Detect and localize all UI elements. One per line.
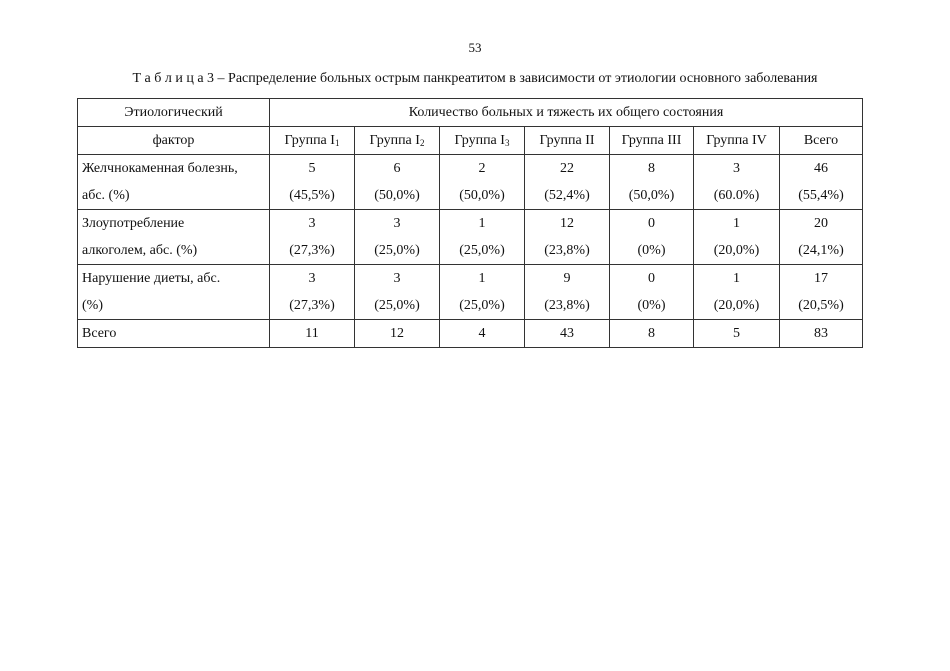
cell-count: 22 — [560, 161, 574, 176]
row-factor-line: Желчнокаменная болезнь, — [82, 161, 238, 176]
cell-percent: (52,4%) — [544, 188, 590, 203]
page-number: 53 — [468, 40, 482, 55]
table-cell — [270, 210, 355, 265]
column-header-subscript: 3 — [504, 138, 510, 148]
factor-header-line-2: фактор — [78, 127, 270, 155]
table-body — [78, 99, 863, 348]
cell-percent: (20,0%) — [713, 243, 760, 258]
column-header — [610, 127, 694, 155]
table-cell — [270, 320, 355, 348]
column-header — [270, 127, 355, 155]
group-header: Количество больных и тяжесть их общего состояния — [270, 99, 863, 127]
cell-count: 0 — [648, 271, 655, 286]
cell-count: 3 — [308, 271, 316, 286]
cell-count: 3 — [393, 216, 401, 231]
table-cell — [270, 155, 355, 210]
cell-percent: (23,8%) — [544, 298, 590, 313]
table-cell — [780, 320, 863, 348]
cell-percent: (25,0%) — [459, 243, 505, 258]
table-cell — [440, 210, 525, 265]
table-cell — [780, 265, 863, 320]
cell-percent: (0%) — [637, 298, 666, 313]
table-row — [78, 320, 863, 348]
cell-count: 3 — [308, 216, 316, 231]
cell-count: 20 — [814, 216, 828, 231]
cell-count: 17 — [814, 271, 828, 286]
row-factor-line: (%) — [82, 298, 103, 313]
cell-count: 5 — [308, 161, 316, 176]
row-factor — [78, 320, 270, 348]
column-header — [780, 127, 863, 155]
cell-count: 83 — [814, 326, 828, 341]
etiology-table — [77, 98, 863, 348]
cell-count: 0 — [648, 216, 655, 231]
cell-percent: (50,0%) — [459, 188, 505, 203]
cell-count: 1 — [478, 216, 486, 231]
row-factor — [78, 265, 270, 320]
table-cell — [525, 210, 610, 265]
column-header — [355, 127, 440, 155]
table-cell — [440, 320, 525, 348]
row-factor — [78, 155, 270, 210]
header-row-columns — [78, 127, 863, 155]
column-header — [525, 127, 610, 155]
column-header-label: Группа I — [454, 133, 505, 148]
table-cell — [694, 210, 780, 265]
cell-count: 11 — [305, 326, 319, 341]
column-header-subscript: 1 — [334, 138, 340, 148]
table-cell — [780, 210, 863, 265]
table-cell — [355, 155, 440, 210]
cell-count: 6 — [393, 161, 401, 176]
cell-count: 8 — [648, 161, 655, 176]
table-cell — [525, 155, 610, 210]
row-factor-line: Всего — [82, 326, 117, 341]
table-cell — [610, 210, 694, 265]
column-header-label: Всего — [803, 133, 839, 148]
cell-percent: (50,0%) — [374, 188, 420, 203]
cell-count: 1 — [733, 271, 740, 286]
cell-count: 2 — [478, 161, 486, 176]
table-cell — [355, 265, 440, 320]
row-factor-line: алкоголем, абс. (%) — [82, 243, 198, 258]
cell-percent: (50,0%) — [628, 188, 675, 203]
table-cell — [440, 265, 525, 320]
cell-count: 9 — [563, 271, 571, 286]
cell-percent: (27,3%) — [289, 243, 335, 258]
column-header — [694, 127, 780, 155]
table-cell — [270, 265, 355, 320]
table-cell — [694, 320, 780, 348]
header-row-top — [78, 99, 863, 127]
table-cell — [525, 265, 610, 320]
cell-count: 12 — [390, 326, 404, 341]
table-cell — [610, 265, 694, 320]
cell-percent: (45,5%) — [289, 188, 335, 203]
column-header-label: Группа III — [621, 133, 682, 148]
table-cell — [694, 155, 780, 210]
cell-count: 5 — [733, 326, 740, 341]
cell-percent: (55,4%) — [798, 188, 844, 203]
row-factor-line: Злоупотребление — [82, 216, 185, 231]
cell-count: 3 — [393, 271, 401, 286]
column-header-label: Группа I — [284, 133, 335, 148]
column-header-label: Группа I — [369, 133, 420, 148]
table-cell — [355, 210, 440, 265]
cell-count: 1 — [478, 271, 486, 286]
row-factor-line: Нарушение диеты, абс. — [82, 271, 221, 286]
cell-percent: (24,1%) — [798, 243, 844, 258]
cell-count: 4 — [478, 326, 486, 341]
row-factor — [78, 210, 270, 265]
column-header-label: Группа II — [539, 133, 595, 148]
table-cell — [610, 320, 694, 348]
cell-count: 1 — [733, 216, 740, 231]
cell-count: 8 — [648, 326, 655, 341]
cell-percent: (25,0%) — [459, 298, 505, 313]
cell-percent: (60.0%) — [713, 188, 760, 203]
table-cell — [694, 265, 780, 320]
cell-count: 3 — [733, 161, 740, 176]
cell-percent: (25,0%) — [374, 243, 420, 258]
column-header-subscript: 2 — [419, 138, 425, 148]
table-cell — [355, 320, 440, 348]
table-cell — [610, 155, 694, 210]
cell-count: 43 — [560, 326, 574, 341]
table-row — [78, 210, 863, 265]
cell-percent: (27,3%) — [289, 298, 335, 313]
table-cell — [525, 320, 610, 348]
column-header — [440, 127, 525, 155]
column-header-label: Группа IV — [706, 133, 767, 148]
row-factor-line: абс. (%) — [82, 188, 130, 203]
table-caption: Т а б л и ц а 3 – Распределение больных острым панкреатитом в зависимости от этиологии основного заболевания — [132, 71, 818, 86]
table-cell — [780, 155, 863, 210]
table-row — [78, 155, 863, 210]
cell-percent: (0%) — [637, 243, 666, 258]
factor-header-line-1: Этиологический — [78, 99, 270, 127]
cell-percent: (20,0%) — [713, 298, 760, 313]
cell-percent: (23,8%) — [544, 243, 590, 258]
cell-percent: (20,5%) — [798, 298, 844, 313]
cell-count: 12 — [560, 216, 574, 231]
cell-count: 46 — [814, 161, 828, 176]
cell-percent: (25,0%) — [374, 298, 420, 313]
table-cell — [440, 155, 525, 210]
table-row — [78, 265, 863, 320]
